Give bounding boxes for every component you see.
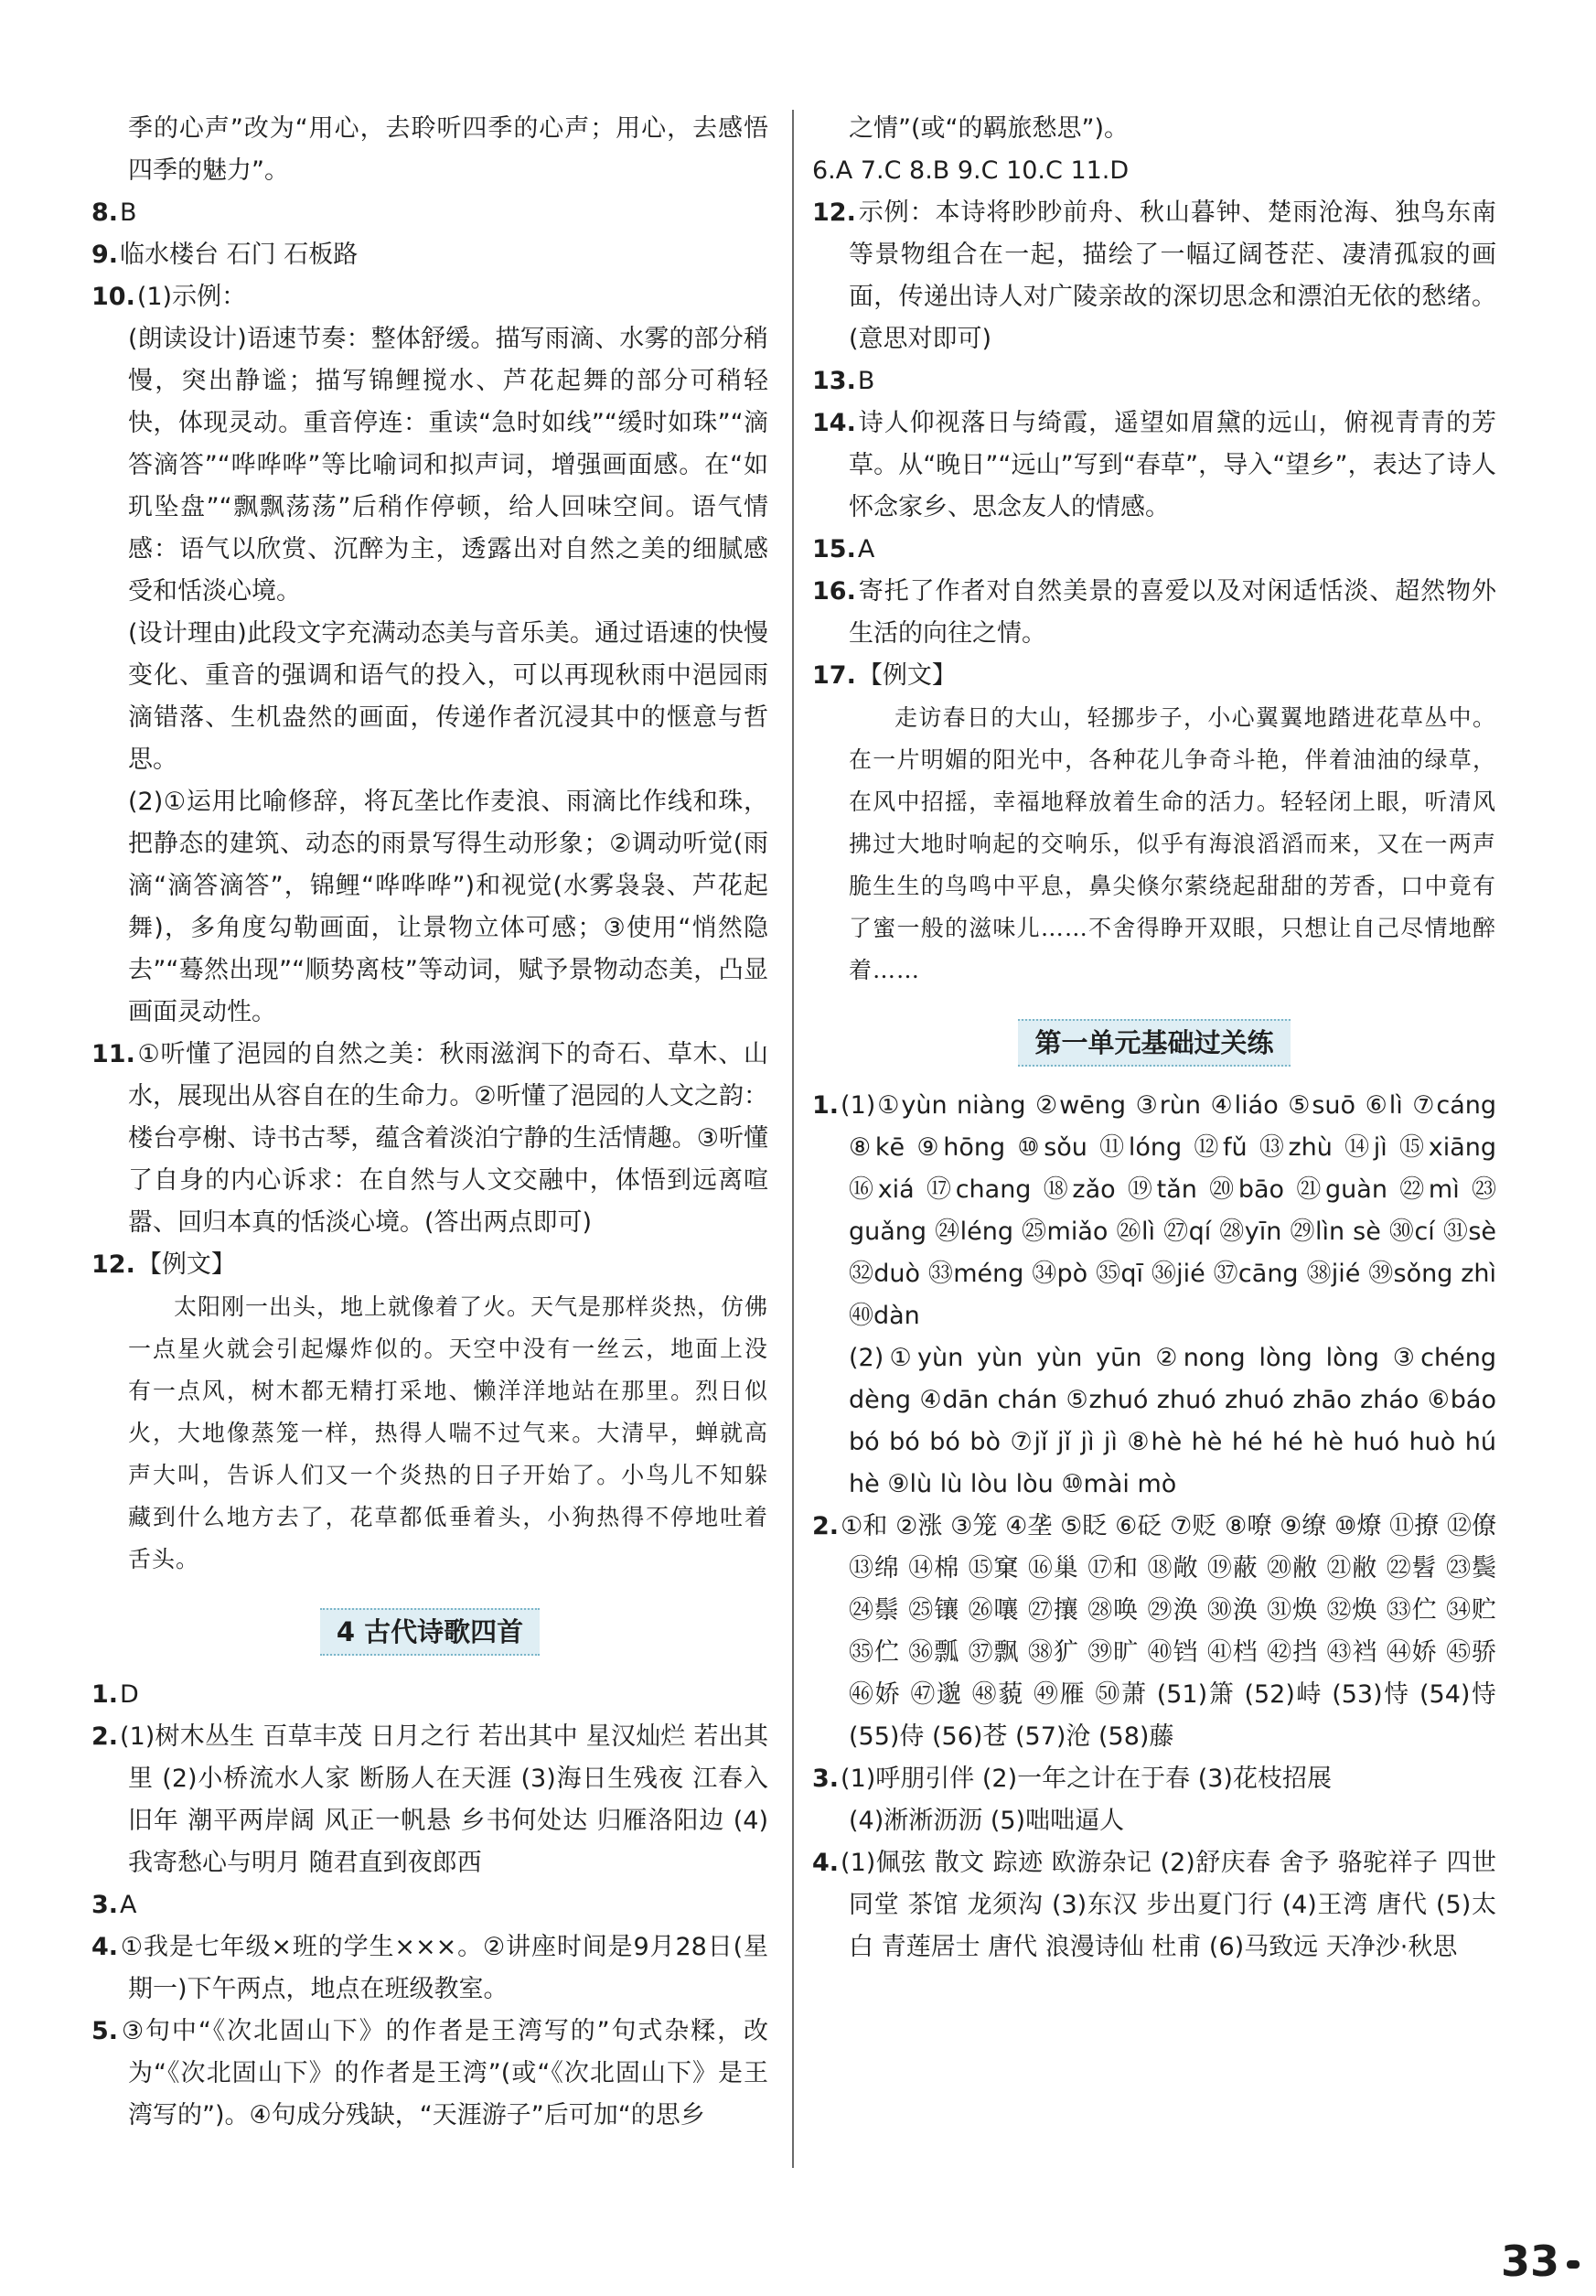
section-title: 4 古代诗歌四首 <box>320 1608 540 1656</box>
answer-item <box>812 1506 1496 1758</box>
item-text: ①听懂了浥园的自然之美：秋雨滋润下的奇石、草木、山水，展现出从容自在的生命力。②听懂了浥园的人文之韵：楼台亭榭、诗书古琴，蕴含着淡泊宁静的生活情趣。③听懂了自身的内心诉求：在自然与人文交融中，体悟到远离喧嚣、回归本真的恬淡心境。(答出两点即可) <box>128 1040 768 1237</box>
item-text: (1)呼朋引伴 (2)一年之计在于春 (3)花枝招展 <box>841 1765 1332 1793</box>
item-number: 2. <box>91 1722 119 1751</box>
answer-item <box>91 234 768 276</box>
item-text: (1)树木丛生 百草丰茂 日月之行 若出其中 星汉灿烂 若出其里 (2)小桥流水人家 断肠人在天涯 (3)海日生残夜 江春入旧年 潮平两岸阔 风正一帆悬 乡书何处达 归雁洛阳边 (4)我寄愁心与明月 随君直到夜郎西 <box>120 1722 768 1877</box>
answer-item <box>91 1034 768 1244</box>
item-text: 6.A 7.C 8.B 9.C 10.C 11.D <box>812 156 1130 185</box>
item-number: 17. <box>812 661 856 690</box>
item-text: ①和 ②涨 ③笼 ④垄 ⑤眨 ⑥砭 ⑦贬 ⑧嘹 ⑨缭 ⑩燎 ⑪撩 ⑫僚 ⑬绵 ⑭棉 ⑮窠 ⑯巢 ⑰和 ⑱敞 ⑲蔽 ⑳敝 ㉑敝 ㉒髫 ㉓鬓 ㉔鬃 ㉕镶 ㉖嚷 ㉗攘 ㉘唤 ㉙涣 ㉚涣 ㉛焕 ㉜焕 ㉝伫 ㉞贮 ㉟伫 ㊱瓢 ㊲飘 ㊳犷 ㊴旷 ㊵铛 ㊶档 ㊷挡 ㊸裆 ㊹娇 ㊺骄 ㊻娇 ㊼邈 ㊽藐 ㊾雁 ㊿萧 (51)箫 (52)峙 (53)恃 (54)恃 (55)侍 (56)苍 (57)沧 (58)藤 <box>841 1512 1496 1751</box>
answer-item <box>91 1716 768 1884</box>
page-marker <box>1567 2260 1580 2269</box>
item-number: 12. <box>812 198 856 227</box>
item-text: 示例：本诗将眇眇前舟、秋山暮钟、楚雨沧海、独鸟东南等景物组合在一起，描绘了一幅辽阔苍茫、凄清孤寂的画面，传递出诗人对广陵亲故的深切思念和漂泊无依的愁绪。(意思对即可) <box>849 198 1496 353</box>
answer-item <box>812 655 1496 697</box>
item-text: (1)佩弦 散文 踪迹 欧游杂记 (2)舒庆春 舍予 骆驼祥子 四世同堂 茶馆 龙须沟 (3)东汉 步出夏门行 (4)王湾 唐代 (5)太白 青莲居士 唐代 浪漫诗仙 杜甫 (6)马致远 天净沙·秋思 <box>841 1849 1496 1961</box>
item-number: 4. <box>91 1933 119 1961</box>
left-column <box>91 108 768 2137</box>
page-number-text: 33 <box>1500 2237 1559 2286</box>
item-number: 13. <box>812 367 856 395</box>
item-number: 5. <box>91 2017 119 2045</box>
item-text: A <box>120 1891 137 1919</box>
section-heading <box>91 1608 768 1656</box>
item-text: 【例文】 <box>136 1250 236 1279</box>
item-text: (1)①yùn niàng ②wēng ③rùn ④liáo ⑤suō ⑥lì ⑦cáng ⑧kē ⑨hōng ⑩sǒu ⑪lóng ⑫fǔ ⑬zhù ⑭jì ⑮xiāng ⑯xiá ⑰chang ⑱zǎo ⑲tǎn ⑳bāo ㉑guàn ㉒mì ㉓guǎng ㉔léng ㉕miǎo ㉖lì ㉗qí ㉘yīn ㉙lìn sè ㉚cí ㉛sè ㉜duò ㉝méng ㉞pò ㉟qī ㊱jié ㊲cāng ㊳jié ㊴sǒng zhì ㊵dàn <box>841 1091 1496 1330</box>
answer-item <box>91 1244 768 1286</box>
continued-text: 之情”(或“的羁旅愁思”)。 <box>849 114 1130 143</box>
item-text: (1)示例： <box>136 283 247 311</box>
item-number: 11. <box>91 1040 135 1068</box>
model-essay: 走访春日的大山，轻挪步子，小心翼翼地踏进花草丛中。在一片明媚的阳光中，各种花儿争奇斗艳，伴着油油的绿草，在风中招摇，幸福地释放着生命的活力。轻轻闭上眼，听清风拂过大地时响起的交响乐，似乎有海浪滔滔而来，又在一两声脆生生的鸟鸣中平息，鼻尖倏尔萦绕起甜甜的芳香，口中竟有了蜜一般的滋味儿……不舍得睁开双眼，只想让自己尽情地醉着…… <box>849 704 1496 983</box>
item-text: B <box>120 198 137 227</box>
section-heading <box>812 1019 1496 1067</box>
column-divider <box>792 110 794 2168</box>
item-text: ③句中“《次北固山下》的作者是王湾写的”句式杂糅，改为“《次北固山下》的作者是王湾”(或“《次北固山下》是王湾写的”)。④句成分残缺，“天涯游子”后可加“的思乡 <box>120 2017 768 2130</box>
item-number: 16. <box>812 577 856 606</box>
item-number: 1. <box>91 1680 119 1709</box>
answer-item <box>91 192 768 234</box>
item-text: 临水楼台 石门 石板路 <box>120 241 359 269</box>
item-text: 【例文】 <box>857 661 957 690</box>
answer-item <box>812 1842 1496 1969</box>
answer-item <box>91 1926 768 2011</box>
item-number: 8. <box>91 198 119 227</box>
answer-item <box>812 150 1496 192</box>
answer-item <box>812 1085 1496 1337</box>
item-text: A <box>857 535 875 563</box>
answer-item <box>812 529 1496 571</box>
item-text: ①我是七年级×班的学生×××。②讲座时间是9月28日(星期一)下午两点，地点在班级教室。 <box>120 1933 768 2003</box>
right-column <box>812 108 1496 1969</box>
item-number: 1. <box>812 1091 840 1120</box>
item-text: 寄托了作者对自然美景的喜爱以及对闲适恬淡、超然物外生活的向往之情。 <box>849 577 1496 648</box>
answer-paragraph: (2)①运用比喻修辞，将瓦垄比作麦浪、雨滴比作线和珠，把静态的建筑、动态的雨景写得生动形象；②调动听觉(雨滴“滴答滴答”，锦鲤“哗哗哗”)和视觉(水雾袅袅、芦花起舞)，多角度勾勒画面，让景物立体可感；③使用“悄然隐去”“蓦然出现”“顺势离枝”等动词，赋予景物动态美，凸显画面灵动性。 <box>128 788 768 1026</box>
continued-text: 季的心声”改为“用心，去聆听四季的心声；用心，去感悟四季的魅力”。 <box>128 114 768 185</box>
item-number: 3. <box>91 1891 119 1919</box>
item-number: 4. <box>812 1849 840 1877</box>
answer-item <box>812 1758 1496 1800</box>
answer-paragraph: (朗读设计)语速节奏：整体舒缓。描写雨滴、水雾的部分稍慢，突出静谧；描写锦鲤搅水、芦花起舞的部分可稍轻快，体现灵动。重音停连：重读“急时如线”“缓时如珠”“滴答滴答”“哗哗哗”等比喻词和拟声词，增强画面感。在“如玑坠盘”“飘飘荡荡”后稍作停顿，给人回味空间。语气情感：语气以欣赏、沉醉为主，透露出对自然之美的细腻感受和恬淡心境。 <box>128 325 768 606</box>
item-number: 10. <box>91 283 135 311</box>
item-text: B <box>857 367 875 395</box>
answer-paragraph: (4)淅淅沥沥 (5)咄咄逼人 <box>849 1807 1125 1835</box>
answer-paragraph: (设计理由)此段文字充满动态美与音乐美。通过语速的快慢变化、重音的强调和语气的投入，可以再现秋雨中浥园雨滴错落、生机盎然的画面，传递作者沉浸其中的惬意与哲思。 <box>128 619 768 774</box>
answer-item <box>812 402 1496 529</box>
answer-paragraph: (2)①yùn yùn yùn yūn ②nong lòng lòng ③chéng dèng ④dān chán ⑤zhuó zhuó zhuó zhāo zháo ⑥báo bó bó bó bò ⑦jǐ jǐ jì jì ⑧hè hè hé hé hè huó huò hú hè ⑨lù lù lòu lòu ⑩mài mò <box>849 1344 1496 1498</box>
answer-item <box>91 1884 768 1926</box>
answer-item <box>91 276 768 318</box>
answer-item <box>812 571 1496 655</box>
item-text: 诗人仰视落日与绮霞，遥望如眉黛的远山，俯视青青的芳草。从“晚日”“远山”写到“春草”，导入“望乡”，表达了诗人怀念家乡、思念友人的情感。 <box>849 409 1496 521</box>
item-number: 14. <box>812 409 856 437</box>
item-text: D <box>120 1680 139 1709</box>
answer-item <box>91 1674 768 1716</box>
item-number: 9. <box>91 241 119 269</box>
answer-item <box>812 192 1496 360</box>
item-number: 2. <box>812 1512 840 1540</box>
item-number: 15. <box>812 535 856 563</box>
section-title: 第一单元基础过关练 <box>1018 1019 1290 1067</box>
item-number: 12. <box>91 1250 135 1279</box>
answer-item <box>812 360 1496 402</box>
answer-item <box>91 2011 768 2137</box>
model-essay: 太阳刚一出头，地上就像着了火。天气是那样炎热，仿佛一点星火就会引起爆炸似的。天空中没有一丝云，地面上没有一点风，树木都无精打采地、懒洋洋地站在那里。烈日似火，大地像蒸笼一样，热得人喘不过气来。大清早，蝉就高声大叫，告诉人们又一个炎热的日子开始了。小鸟儿不知躲藏到什么地方去了，花草都低垂着头，小狗热得不停地吐着舌头。 <box>128 1293 769 1572</box>
page-number <box>1501 2237 1580 2285</box>
item-number: 3. <box>812 1765 840 1793</box>
